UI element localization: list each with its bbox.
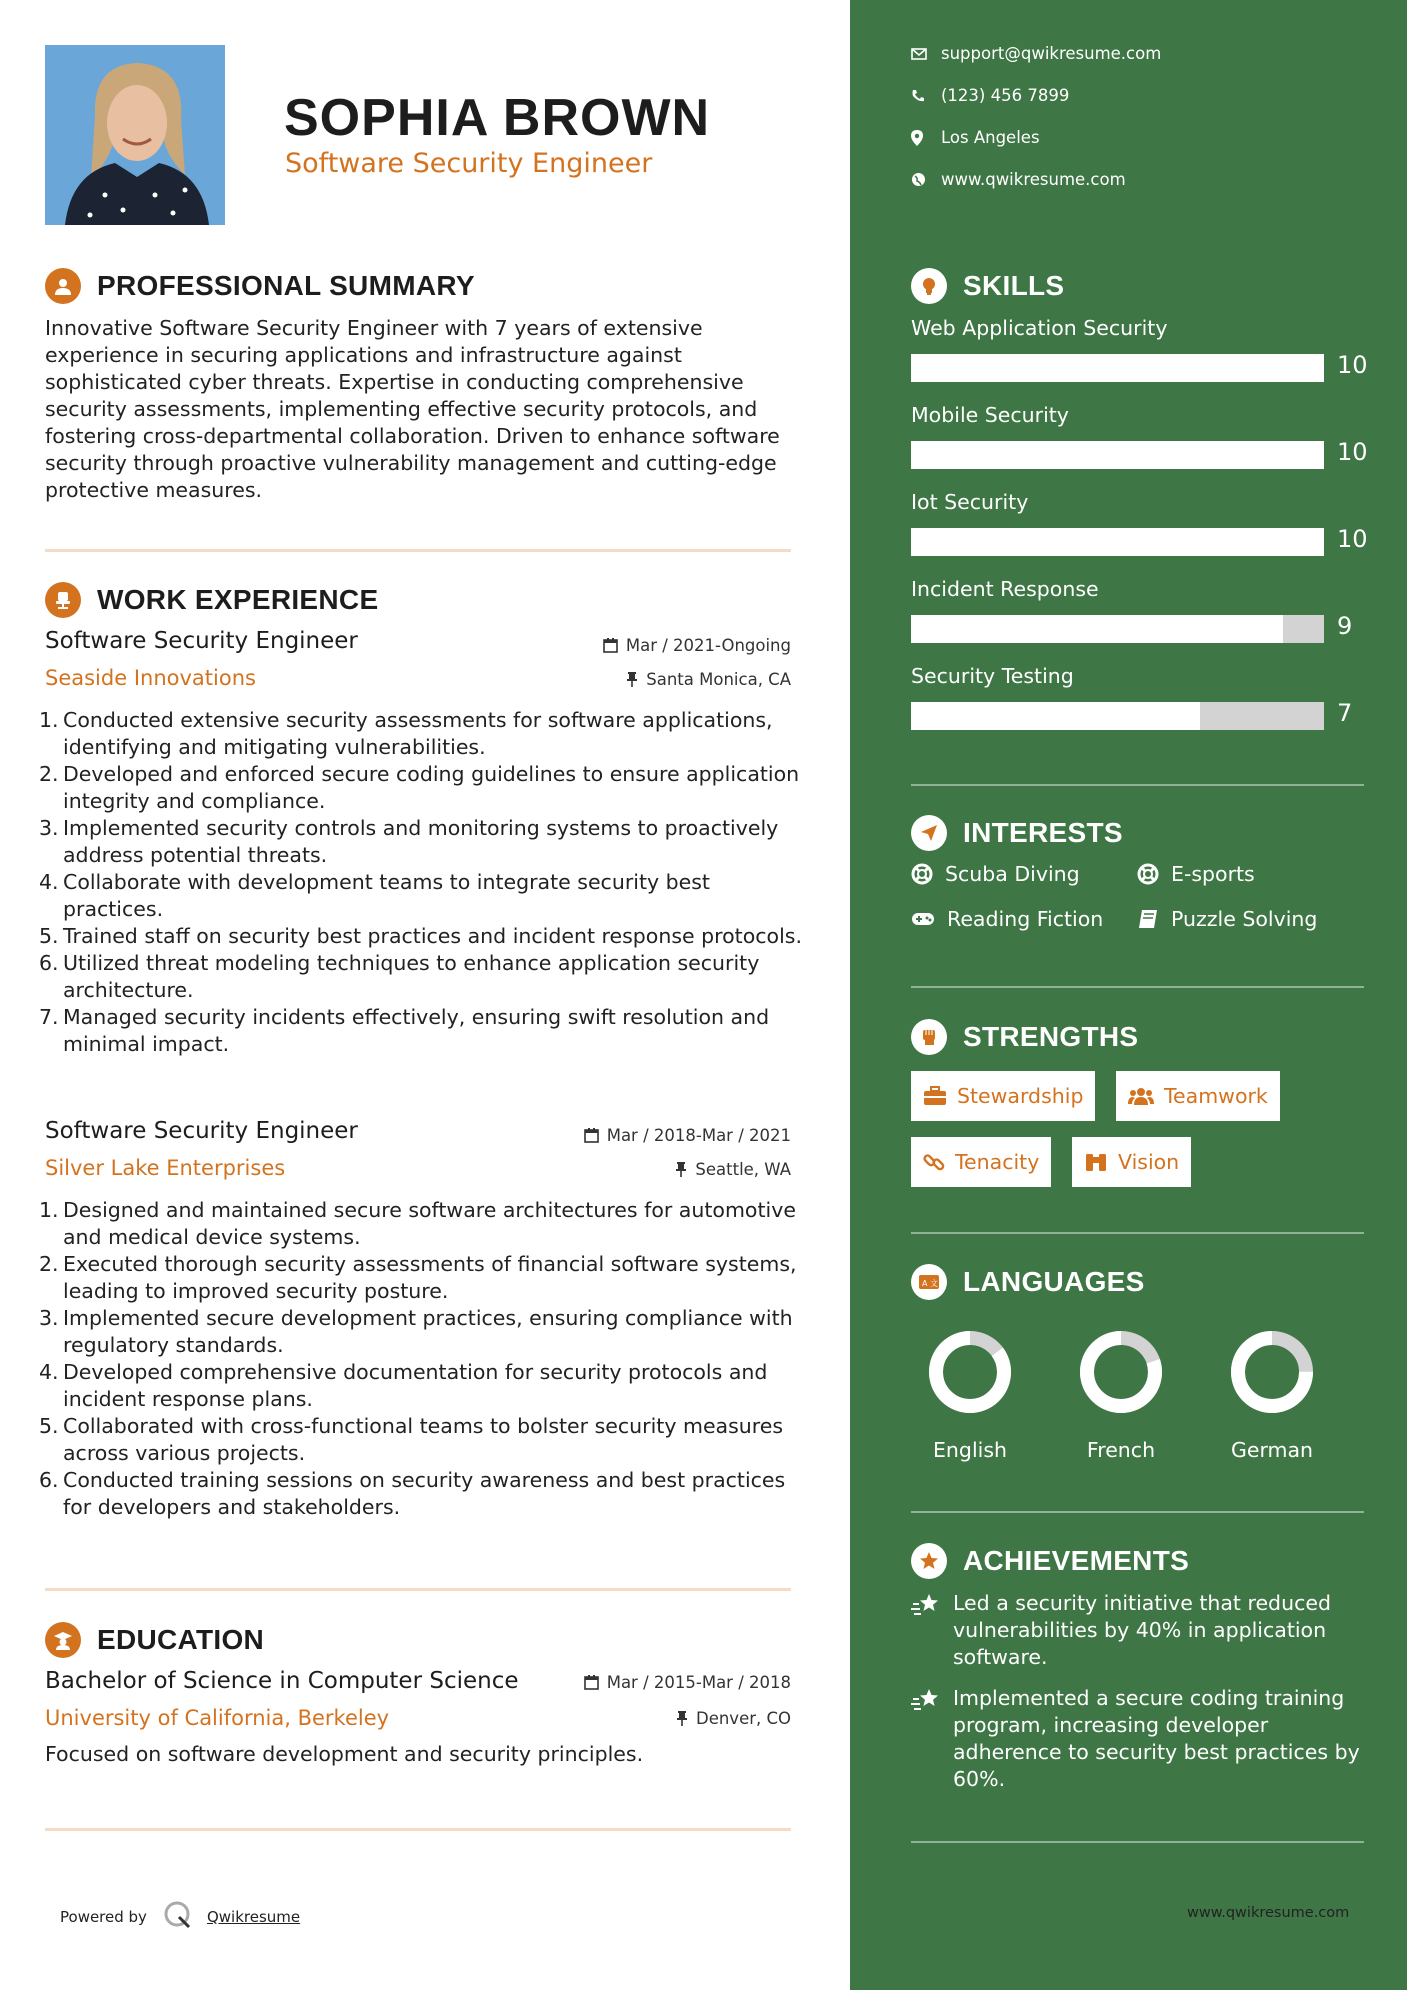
pin-icon [675, 1162, 687, 1177]
user-icon [45, 268, 81, 304]
list-item: 2. Executed thorough security assessments of financial software systems, leading to improved security posture. [39, 1252, 797, 1303]
pin-icon [626, 672, 638, 687]
list-item: 1. Conducted extensive security assessments for software applications, identifying and mitigating vulnerabilities. [39, 708, 773, 759]
divider [911, 1841, 1364, 1843]
profile-photo [45, 45, 225, 225]
education-description: Focused on software development and security principles. [45, 1742, 644, 1766]
list-item: 2. Developed and enforced secure coding guidelines to ensure application integrity and compliance. [39, 762, 800, 813]
interest-item: Scuba Diving [911, 862, 1080, 886]
skill-value: 9 [1337, 612, 1353, 640]
lifebuoy-icon [911, 863, 933, 885]
education-location: Denver, CO [676, 1709, 791, 1728]
languages-header [911, 1264, 1145, 1300]
skill-value: 10 [1337, 438, 1368, 466]
globe-icon [911, 172, 941, 187]
skill-bar-fill [911, 615, 1283, 643]
candidate-name: SOPHIA BROWN [284, 89, 711, 147]
skill-label: Iot Security [911, 490, 1029, 514]
contact-location: Los Angeles [911, 128, 1040, 147]
lightbulb-icon [911, 268, 947, 304]
skill-label: Mobile Security [911, 403, 1069, 427]
pin-icon [676, 1711, 688, 1726]
divider [45, 1588, 791, 1591]
binoculars-icon [1084, 1152, 1108, 1172]
job-location: Seattle, WA [675, 1160, 791, 1179]
skill-bar-fill [911, 354, 1324, 382]
envelope-icon [911, 48, 941, 60]
achievement-item: Led a security initiative that reduced vulnerabilities by 40% in application software. [911, 1590, 1361, 1671]
company-name: Silver Lake Enterprises [45, 1156, 286, 1180]
interests-heading: INTERESTS [963, 817, 1123, 848]
list-item: 5. Trained staff on security best practices and incident response protocols. [39, 924, 802, 948]
skill-bar [911, 354, 1324, 382]
divider [911, 1232, 1364, 1234]
list-item: 5. Collaborated with cross-functional teams to bolster security measures across various projects. [39, 1414, 784, 1465]
language-item [900, 1328, 1040, 1462]
candidate-title: Software Security Engineer [285, 148, 653, 179]
divider [45, 1828, 791, 1831]
skill-bar [911, 441, 1324, 469]
summary-heading: PROFESSIONAL SUMMARY [97, 270, 475, 301]
language-item [1051, 1328, 1191, 1462]
calendar-icon [584, 1675, 599, 1690]
shooting-star-icon [911, 1592, 941, 1618]
qwikresume-logo-icon [163, 1900, 193, 1934]
contact-website[interactable]: www.qwikresume.com [911, 170, 1126, 189]
contact-phone[interactable]: (123) 456 7899 [911, 86, 1069, 105]
graduate-icon [45, 1622, 81, 1658]
powered-by: Powered by Qwikresume [60, 1900, 300, 1934]
calendar-icon [603, 638, 618, 653]
skill-bar [911, 528, 1324, 556]
education-header [45, 1622, 264, 1658]
language-name: English [932, 1438, 1008, 1462]
contact-email[interactable]: support@qwikresume.com [911, 44, 1161, 63]
gamepad-icon [911, 911, 935, 927]
skill-bar [911, 615, 1324, 643]
education-dates: Mar / 2015-Mar / 2018 [584, 1673, 791, 1692]
language-ring [1228, 1328, 1316, 1416]
school-name: University of California, Berkeley [45, 1706, 390, 1730]
svg-text:A: A [922, 1279, 928, 1288]
strength-tag: Stewardship [911, 1071, 1095, 1121]
skill-value: 10 [1337, 351, 1368, 379]
language-name: French [1086, 1438, 1156, 1462]
list-item: 1. Designed and maintained secure software architectures for automotive and medical device systems. [39, 1198, 796, 1249]
book-icon [1137, 909, 1159, 929]
paper-plane-icon [911, 815, 947, 851]
skill-value: 10 [1337, 525, 1368, 553]
job-duties-list [39, 707, 805, 1058]
divider [911, 986, 1364, 988]
skill-value: 7 [1337, 699, 1353, 727]
translate-icon [911, 1264, 947, 1300]
skill-bar-fill [911, 528, 1324, 556]
language-ring [1077, 1328, 1165, 1416]
achievements-header [911, 1543, 1189, 1579]
job-title: Software Security Engineer [45, 1118, 358, 1144]
divider [45, 549, 791, 552]
strength-tag: Teamwork [1116, 1071, 1280, 1121]
job-location: Santa Monica, CA [626, 670, 791, 689]
skill-label: Incident Response [911, 577, 1099, 601]
strength-tag: Vision [1072, 1137, 1191, 1187]
company-name: Seaside Innovations [45, 666, 256, 690]
experience-header [45, 582, 378, 618]
strengths-heading: STRENGTHS [963, 1021, 1139, 1052]
lifebuoy-icon [1137, 863, 1159, 885]
job-title: Software Security Engineer [45, 628, 358, 654]
calendar-icon [584, 1128, 599, 1143]
shooting-star-icon [911, 1687, 941, 1713]
star-icon [911, 1543, 947, 1579]
achievement-item: Implemented a secure coding training program, increasing developer adherence to security best practices by 60%. [911, 1685, 1361, 1793]
list-item: 3. Implemented secure development practices, ensuring compliance with regulatory standards. [39, 1306, 793, 1357]
interest-item: Puzzle Solving [1137, 907, 1317, 931]
link-icon [923, 1151, 945, 1173]
svg-text:文: 文 [930, 1279, 938, 1288]
office-chair-icon [45, 582, 81, 618]
job-dates: Mar / 2018-Mar / 2021 [584, 1126, 791, 1145]
fist-icon [911, 1019, 947, 1055]
interest-item: E-sports [1137, 862, 1255, 886]
skill-bar-fill [911, 441, 1324, 469]
list-item: 4. Developed comprehensive documentation for security protocols and incident response plans. [39, 1360, 768, 1411]
strength-tag: Tenacity [911, 1137, 1051, 1187]
skill-label: Web Application Security [911, 316, 1168, 340]
summary-text: Innovative Software Security Engineer with 7 years of extensive experience in securing applications and infrastructure against sophisticated cyber threats. Expertise in conducting comprehensive security assessments, implementing effective security protocols, and fostering cross-departmental collaboration. Driven to enhance software security through proactive vulnerability management and cutting-edge protective measures. [45, 316, 780, 502]
briefcase-icon [923, 1086, 947, 1106]
language-item [1202, 1328, 1342, 1462]
education-heading: EDUCATION [97, 1624, 265, 1655]
job-dates: Mar / 2021-Ongoing [603, 636, 791, 655]
list-item: 3. Implemented security controls and monitoring systems to proactively address potential threats. [39, 816, 779, 867]
skill-bar-fill [911, 702, 1200, 730]
language-ring [926, 1328, 1014, 1416]
divider [911, 1511, 1364, 1513]
interests-header [911, 815, 1123, 851]
phone-icon [911, 89, 941, 103]
languages-heading: LANGUAGES [963, 1266, 1145, 1297]
achievements-heading: ACHIEVEMENTS [963, 1545, 1190, 1576]
job-duties-list [39, 1197, 805, 1521]
skills-heading: SKILLS [963, 270, 1065, 301]
list-item: 6. Utilized threat modeling techniques to enhance application security architecture. [39, 951, 760, 1002]
strengths-header [911, 1019, 1138, 1055]
language-name: German [1230, 1438, 1314, 1462]
skill-bar [911, 702, 1324, 730]
interest-item: Reading Fiction [911, 907, 1103, 931]
list-item: 4. Collaborate with development teams to integrate security best practices. [39, 870, 710, 921]
users-icon [1128, 1086, 1154, 1106]
experience-heading: WORK EXPERIENCE [97, 584, 379, 615]
divider [911, 784, 1364, 786]
skill-label: Security Testing [911, 664, 1074, 688]
summary-header [45, 268, 475, 304]
skills-header [911, 268, 1064, 304]
footer-website[interactable]: www.qwikresume.com [1187, 1905, 1350, 1921]
qwikresume-link[interactable]: Qwikresume [206, 1908, 301, 1926]
list-item: 7. Managed security incidents effectively, ensuring swift resolution and minimal impact. [39, 1005, 770, 1056]
list-item: 6. Conducted training sessions on security awareness and best practices for developers and stakeholders. [39, 1468, 786, 1519]
map-pin-icon [911, 130, 941, 146]
degree-title: Bachelor of Science in Computer Science [45, 1668, 519, 1694]
